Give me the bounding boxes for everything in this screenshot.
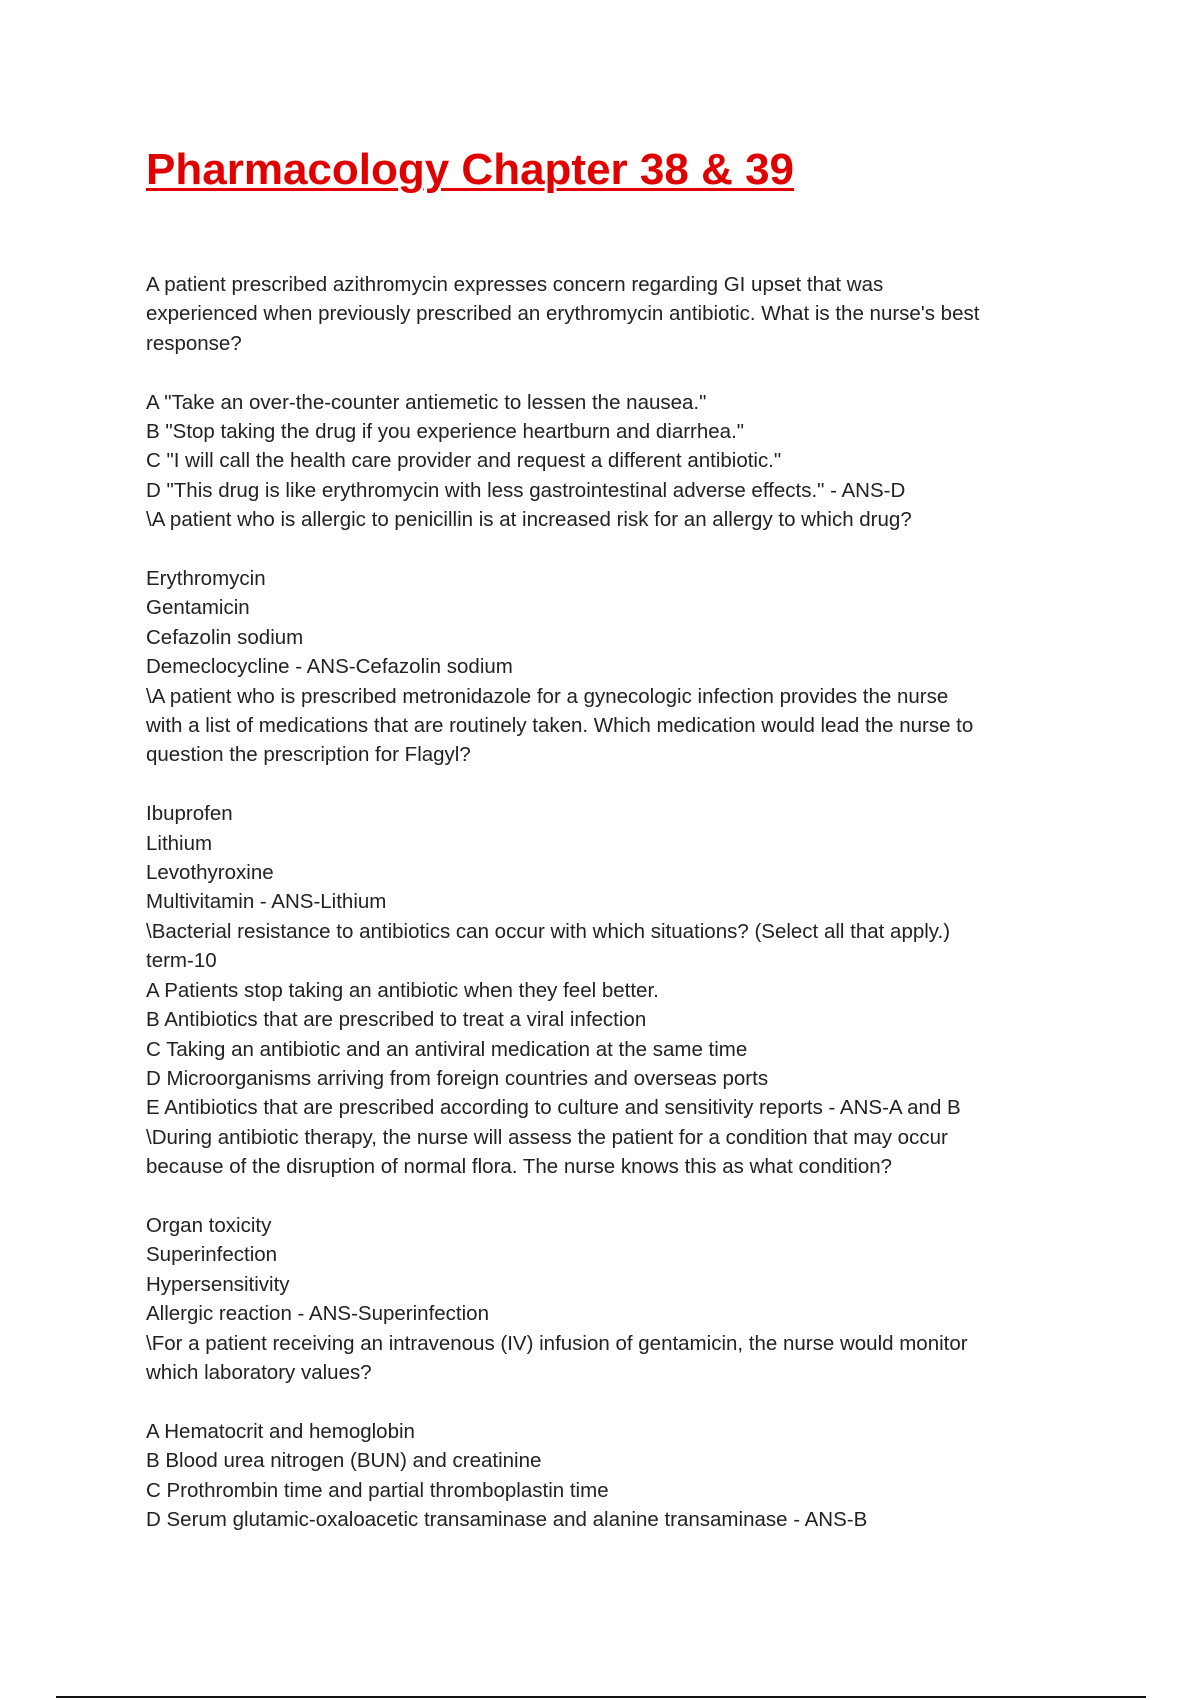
answer-option: Erythromycin: [146, 567, 266, 591]
spacer: [146, 358, 1086, 387]
document-title: Pharmacology Chapter 38 & 39: [146, 145, 795, 194]
question-text: \A patient who is allergic to penicillin is at increased risk for an allergy to which drug?: [146, 508, 912, 532]
question-text: because of the disruption of normal flora. The nurse knows this as what condition?: [146, 1155, 893, 1179]
answer-option: Superinfection: [146, 1243, 278, 1267]
question-text: \Bacterial resistance to antibiotics can occur with which situations? (Select all that apply.): [146, 919, 951, 943]
spacer: [146, 535, 1086, 564]
answer-option: A Patients stop taking an antibiotic when they feel better.: [146, 978, 659, 1002]
question-text: which laboratory values?: [146, 1360, 372, 1384]
answer-option: Cefazolin sodium: [146, 625, 304, 649]
document-body: [146, 270, 1086, 1534]
question-block: [146, 1329, 1086, 1535]
answer-option: Allergic reaction - ANS-Superinfection: [146, 1302, 489, 1326]
answer-option: D "This drug is like erythromycin with less gastrointestinal adverse effects." - ANS-D: [146, 478, 906, 502]
question-text: with a list of medications that are routinely taken. Which medication would lead the nurse to: [146, 714, 974, 738]
question-text: question the prescription for Flagyl?: [146, 743, 471, 767]
answer-option: Lithium: [146, 831, 213, 855]
answer-option: D Microorganisms arriving from foreign countries and overseas ports: [146, 1066, 769, 1090]
answer-option: A "Take an over-the-counter antiemetic to lessen the nausea.": [146, 390, 707, 414]
question-text: \A patient who is prescribed metronidazole for a gynecologic infection provides the nurse: [146, 684, 949, 708]
question-block: [146, 1123, 1086, 1329]
question-text: A patient prescribed azithromycin expresses concern regarding GI upset that was: [146, 273, 884, 296]
answer-option: E Antibiotics that are prescribed according to culture and sensitivity reports - ANS-A and B: [146, 1096, 961, 1120]
spacer: [146, 1387, 1086, 1416]
answer-option: Demeclocycline - ANS-Cefazolin sodium: [146, 655, 513, 679]
answer-option: Gentamicin: [146, 596, 250, 620]
spacer: [146, 770, 1086, 799]
question-text: \For a patient receiving an intravenous (IV) infusion of gentamicin, the nurse would monitor: [146, 1331, 968, 1355]
question-text: \During antibiotic therapy, the nurse will assess the patient for a condition that may occur: [146, 1125, 948, 1149]
answer-option: A Hematocrit and hemoglobin: [146, 1419, 415, 1443]
question-text: term-10: [146, 949, 217, 973]
answer-option: B Blood urea nitrogen (BUN) and creatinine: [146, 1449, 542, 1473]
answer-option: B Antibiotics that are prescribed to treat a viral infection: [146, 1008, 647, 1032]
answer-option: Organ toxicity: [146, 1213, 272, 1237]
answer-option: C "I will call the health care provider and request a different antibiotic.": [146, 449, 782, 473]
answer-option: B "Stop taking the drug if you experience heartburn and diarrhea.": [146, 420, 745, 444]
answer-option: D Serum glutamic-oxaloacetic transaminase and alanine transaminase - ANS-B: [146, 1507, 868, 1531]
answer-option: Levothyroxine: [146, 861, 274, 885]
answer-option: C Prothrombin time and partial thromboplastin time: [146, 1478, 609, 1502]
question-block: [146, 917, 1086, 1123]
question-block: [146, 505, 1086, 681]
question-text: response?: [146, 331, 242, 355]
answer-option: Ibuprofen: [146, 802, 233, 826]
answer-option: Hypersensitivity: [146, 1272, 290, 1296]
question-text: experienced when previously prescribed an erythromycin antibiotic. What is the nurse's best: [146, 302, 980, 326]
page-bottom-divider: [56, 1696, 1146, 1698]
answer-option: Multivitamin - ANS-Lithium: [146, 890, 387, 914]
answer-option: C Taking an antibiotic and an antiviral medication at the same time: [146, 1037, 748, 1061]
question-block: [146, 270, 1086, 505]
question-block: [146, 682, 1086, 917]
spacer: [146, 1182, 1086, 1211]
